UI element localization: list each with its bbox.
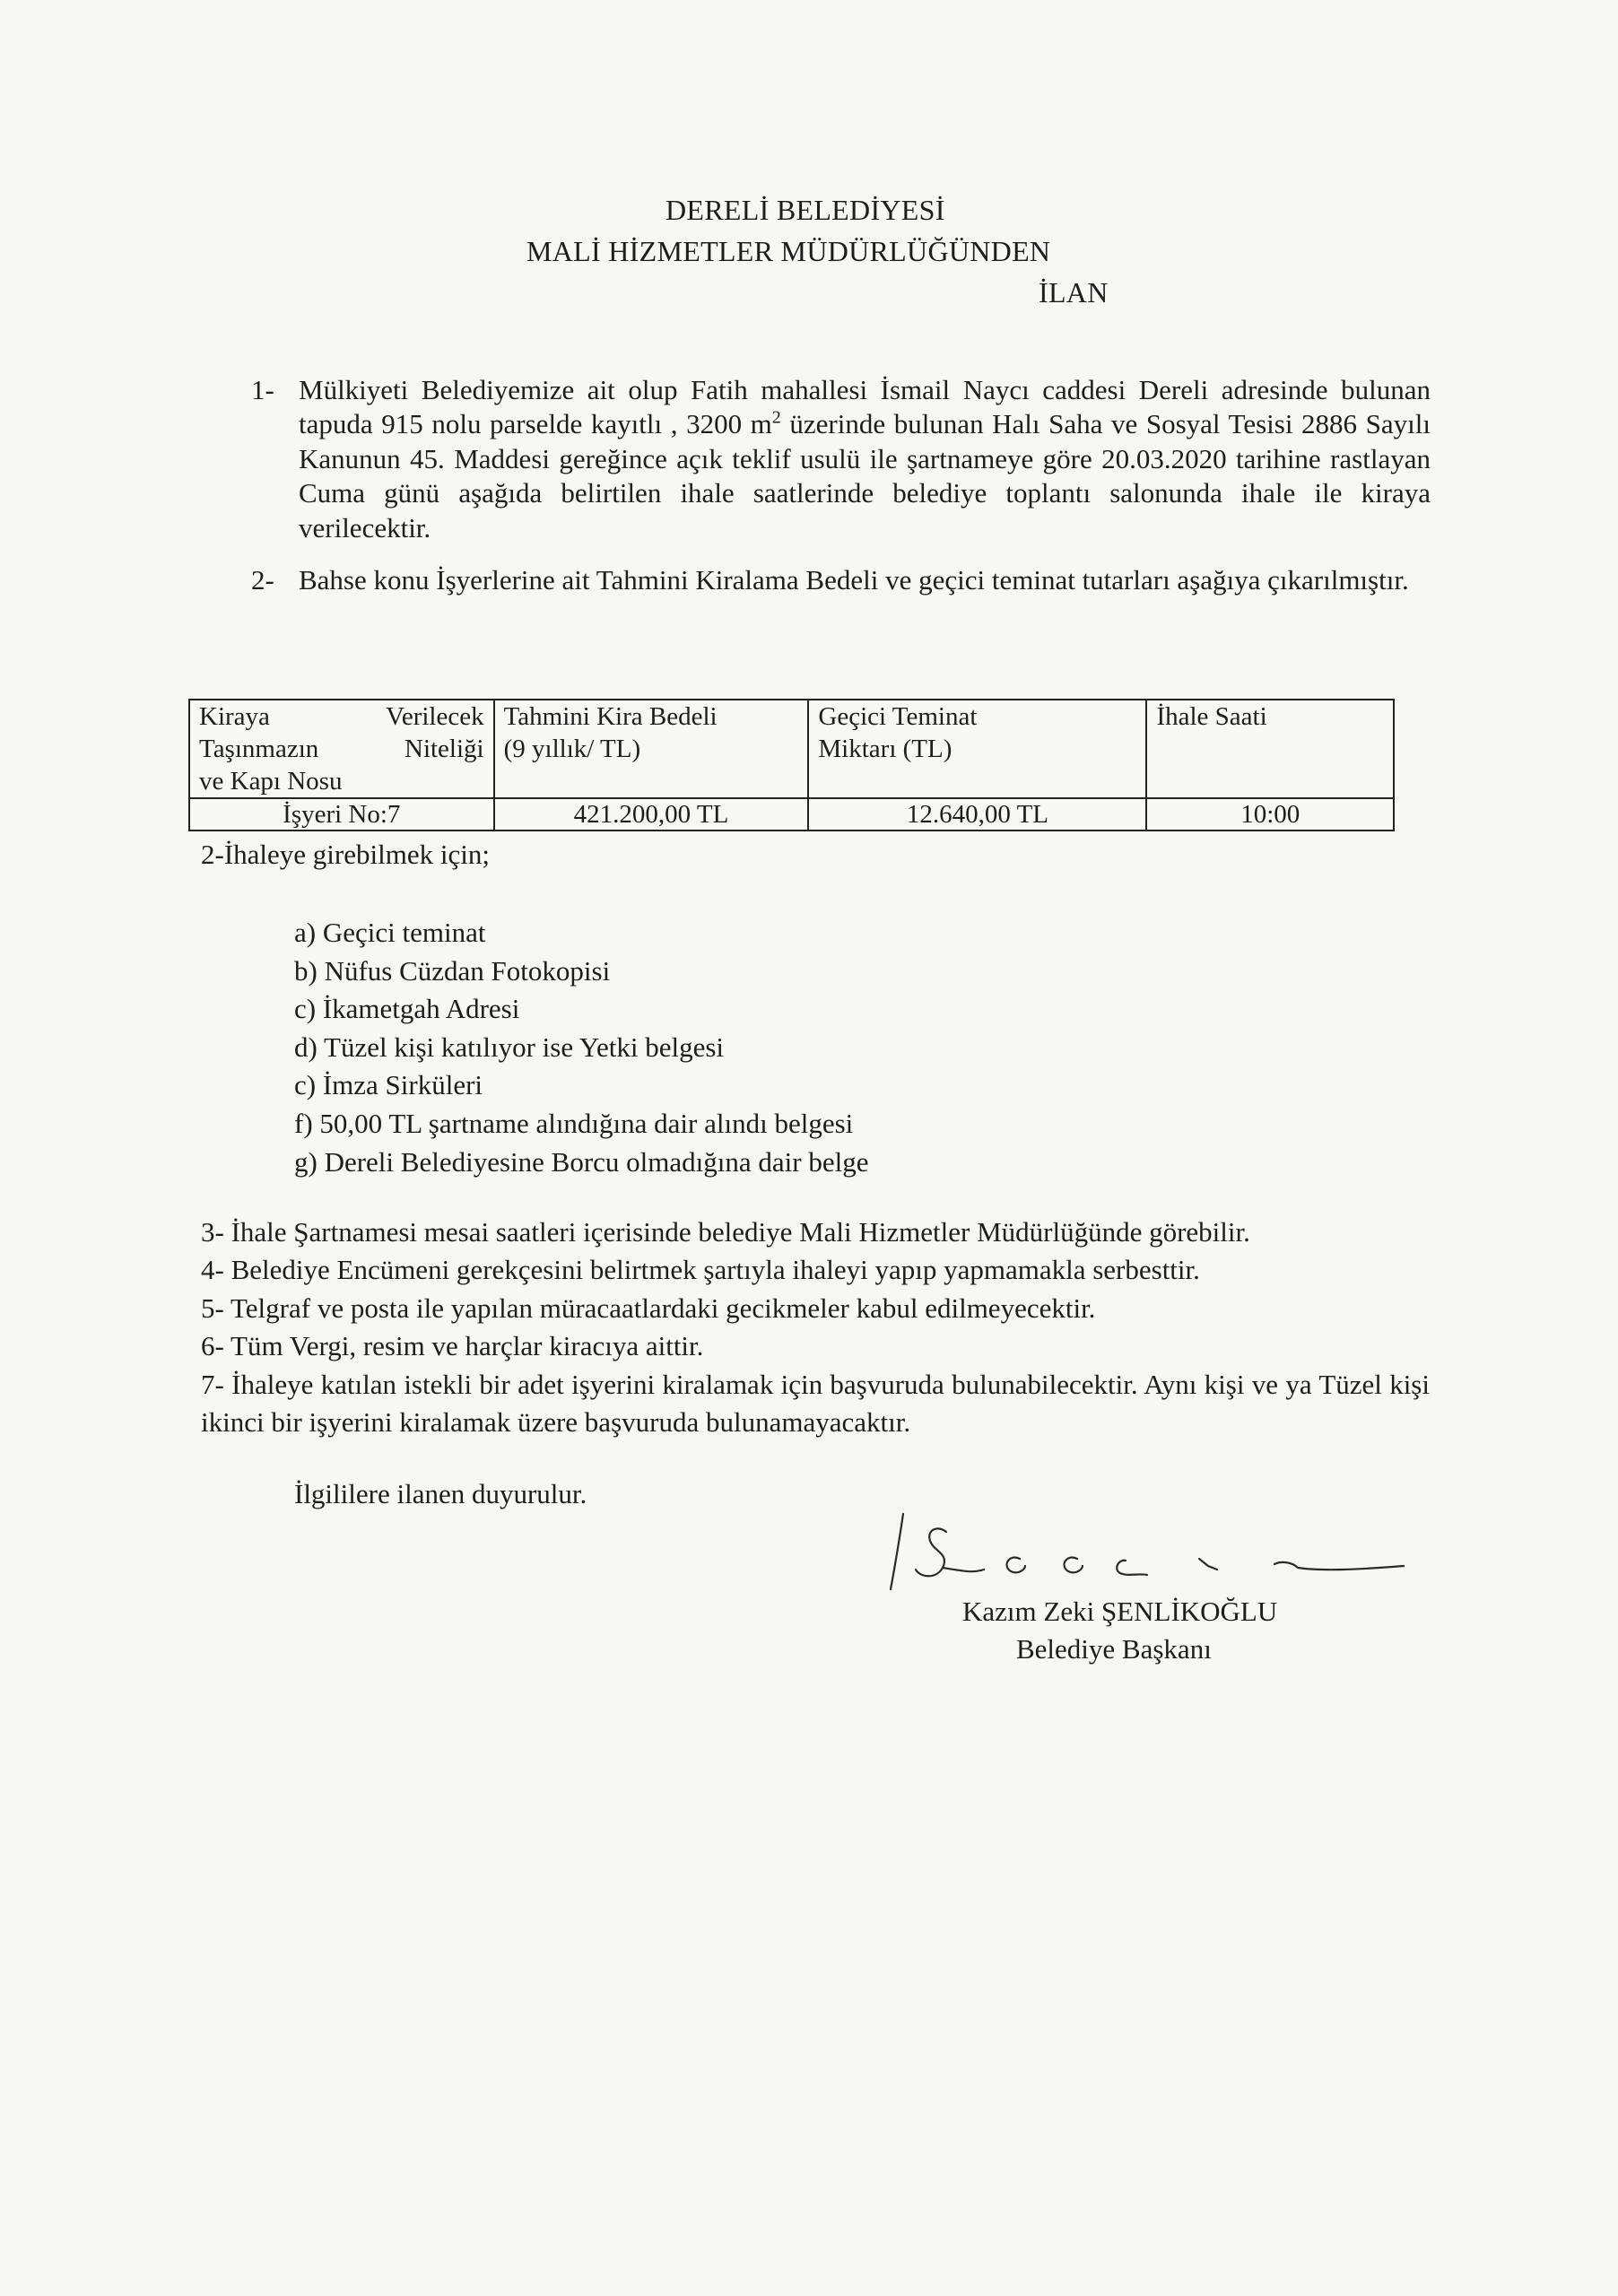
header-cell-rent-line: (9 yıllık/ TL) [503,735,641,763]
condition-item: 6- Tüm Vergi, resim ve harçlar kiracıya aittir. [201,1330,704,1362]
condition-item: 7- İhaleye katılan istekli bir adet işyerini kiralamak için başvuruda bulunabilecektir. Aynı kişi ve ya Tüzel kişi ikinci bir işyerini kiralamak üzere başvuruda bulunamayacaktır. [201,1368,1430,1439]
list-item: a) Geçici teminat [294,917,486,948]
header-cell-deposit [808,700,1146,798]
paragraph-2: Bahse konu İşyerlerine ait Tahmini Kiralama Bedeli ve geçici teminat tutarları aşağıya çıkarılmıştır. [299,564,1409,596]
paragraph-1-superscript: 2 [771,408,781,429]
signer-title: Belediye Başkanı [1016,1633,1212,1665]
closing-line: İlgililere ilanen duyurulur. [294,1478,587,1509]
header-cell-property [189,700,494,798]
header-cell-rent-line: Tahmini Kira Bedeli [503,702,718,731]
condition-item: 4- Belediye Encümeni gerekçesini belirtmek şartıyla ihaleyi yapıp yapmamakla serbesttir. [201,1254,1200,1286]
header-cell-property-part: Niteliği [404,735,484,763]
cell-rent: 421.200,00 TL [494,798,809,831]
header-cell-property-part: Taşınmazın [199,735,319,763]
header-cell-deposit-line: Miktarı (TL) [818,735,953,763]
list-item: g) Dereli Belediyesine Borcu olmadığına dair belge [294,1145,869,1178]
paragraph-1-text-b: üzerinde bulunan Halı Saha ve Sosyal Tesisi 2886 Sayılı Kanunun 45. Maddesi gereğince açık teklif usulü ile şartnameye göre 20.03.2020 tarihine rastlayan Cuma günü aşağıda belirtilen ihale saatlerinde belediye toplantı salonunda ihale ile kiraya verilecektir. [299,408,1431,544]
header-cell-property-part: Verilecek [386,702,484,731]
header-cell-property-part: ve Kapı Nosu [199,767,343,796]
header-cell-time: İhale Saati [1146,700,1394,798]
paragraph-1 [299,373,1431,545]
list-item: f) 50,00 TL şartname alındığına dair alındı belgesi [294,1107,854,1139]
header-cell-property-part: Kiraya [199,702,270,731]
paragraph-1-text-a: Mülkiyeti Belediyemize ait olup Fatih mahallesi İsmail Naycı caddesi Dereli adresinde bulunan tapuda 915 nolu parselde kayıtlı , 3200 m [299,374,1431,440]
cell-time: 10:00 [1146,798,1394,831]
paragraph-2-number: 2- [251,564,274,596]
requirements-title: 2-İhaleye girebilmek için; [201,839,490,870]
list-item: d) Tüzel kişi katılıyor ise Yetki belgesi [294,1031,725,1063]
header-notice: İLAN [1039,276,1109,309]
signer-block [962,1593,1277,1668]
table-row [189,798,1394,831]
rental-table [188,699,1395,831]
header-cell-rent [494,700,809,798]
conditions-list [201,1213,1430,1441]
paragraph-1-number: 1- [251,374,274,405]
list-item: c) İkametgah Adresi [294,993,520,1025]
condition-item: 5- Telgraf ve posta ile yapılan müracaatlardaki gecikmeler kabul edilmeyecektir. [201,1292,1096,1324]
signer-name: Kazım Zeki ŞENLİKOĞLU [962,1596,1278,1627]
signature [883,1507,1413,1605]
list-item: c) İmza Sirküleri [294,1069,483,1101]
header-cell-deposit-line: Geçici Teminat [818,702,978,731]
header-department: MALİ HİZMETLER MÜDÜRLÜĞÜNDEN [526,235,1051,267]
condition-item: 3- İhale Şartnamesi mesai saatleri içerisinde belediye Mali Hizmetler Müdürlüğünde görebilir. [201,1216,1250,1248]
table-header-row [189,700,1394,798]
list-item: b) Nüfus Cüzdan Fotokopisi [294,954,611,987]
cell-property: İşyeri No:7 [189,798,494,831]
header-municipality: DERELİ BELEDİYESİ [665,194,945,226]
cell-deposit: 12.640,00 TL [808,798,1146,831]
requirements-list [294,914,868,1181]
